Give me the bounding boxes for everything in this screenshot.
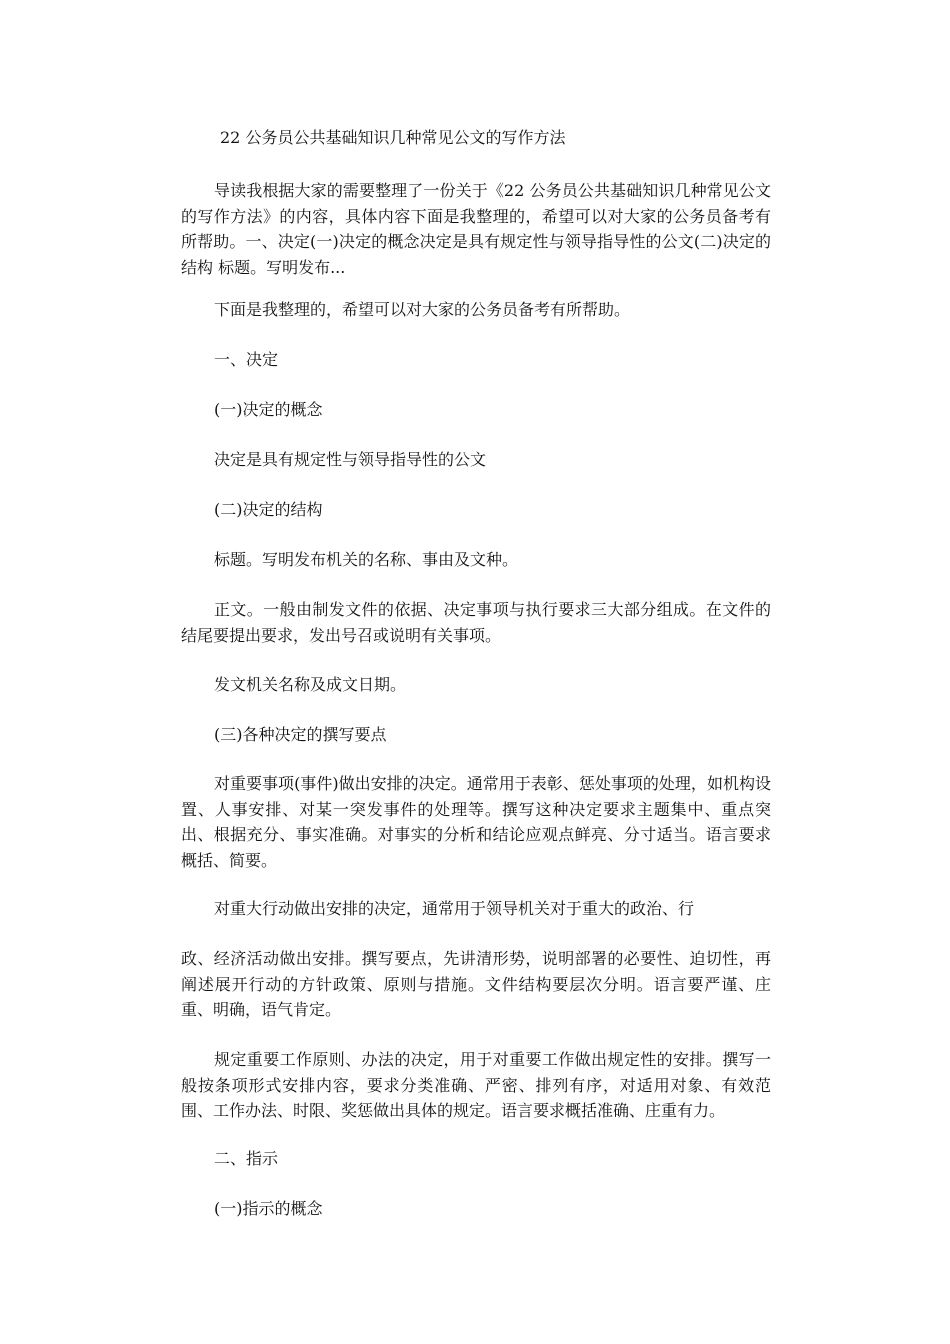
decision-point-1: 对重要事项(事件)做出安排的决定。通常用于表彰、惩处事项的处理，如机构设置、人事安排、对某一突发事件的处理等。撰写这种决定要求主题集中、重点突出、根据充分、事实准确。对事实的分析和结论应观点鲜亮、分寸适当。语言要求概括、简要。 xyxy=(181,774,771,870)
structure-title-text: 标题。写明发布机关的名称、事由及文种。 xyxy=(214,550,519,569)
decision-point-2-cont: 政、经济活动做出安排。撰写要点，先讲清形势，说明部署的必要性、迫切性，再阐述展开行动的方针政策、原则与措施。文件结构要层次分明。语言要严谨、庄重、明确，语气肯定。 xyxy=(181,949,771,1019)
subheading-decision-points: (三)各种决定的撰写要点 xyxy=(214,725,387,744)
subheading-directive-concept: (一)指示的概念 xyxy=(214,1199,323,1218)
section-heading-decision: 一、决定 xyxy=(214,350,279,369)
structure-signature-text: 发文机关名称及成文日期。 xyxy=(214,675,407,694)
section-heading-directive: 二、指示 xyxy=(214,1149,279,1168)
document-title: 22 公务员公共基础知识几种常见公文的写作方法 xyxy=(220,128,566,147)
intro-paragraph-2: 下面是我整理的，希望可以对大家的公务员备考有所帮助。 xyxy=(214,300,631,319)
subheading-decision-structure: (二)决定的结构 xyxy=(214,500,323,519)
structure-body-text: 正文。一般由制发文件的依据、决定事项与执行要求三大部分组成。在文件的结尾要提出要求，发出号召或说明有关事项。 xyxy=(181,600,771,645)
decision-point-3: 规定重要工作原则、办法的决定，用于对重要工作做出规定性的安排。撰写一般按条项形式安排内容，要求分类准确、严密、排列有序，对适用对象、有效范围、工作办法、时限、奖惩做出具体的规定。语言要求概括准确、庄重有力。 xyxy=(181,1050,771,1120)
intro-paragraph: 导读我根据大家的需要整理了一份关于《22 公务员公共基础知识几种常见公文的写作方法》的内容，具体内容下面是我整理的，希望可以对大家的公务员备考有所帮助。一、决定(一)决定的概念决定是具有规定性与领导指导性的公文(二)决定的结构 标题。写明发布... xyxy=(181,181,771,277)
subheading-decision-concept: (一)决定的概念 xyxy=(214,400,323,419)
decision-point-2-start: 对重大行动做出安排的决定，通常用于领导机关对于重大的政治、行 xyxy=(214,899,695,918)
decision-concept-text: 决定是具有规定性与领导指导性的公文 xyxy=(214,450,487,469)
